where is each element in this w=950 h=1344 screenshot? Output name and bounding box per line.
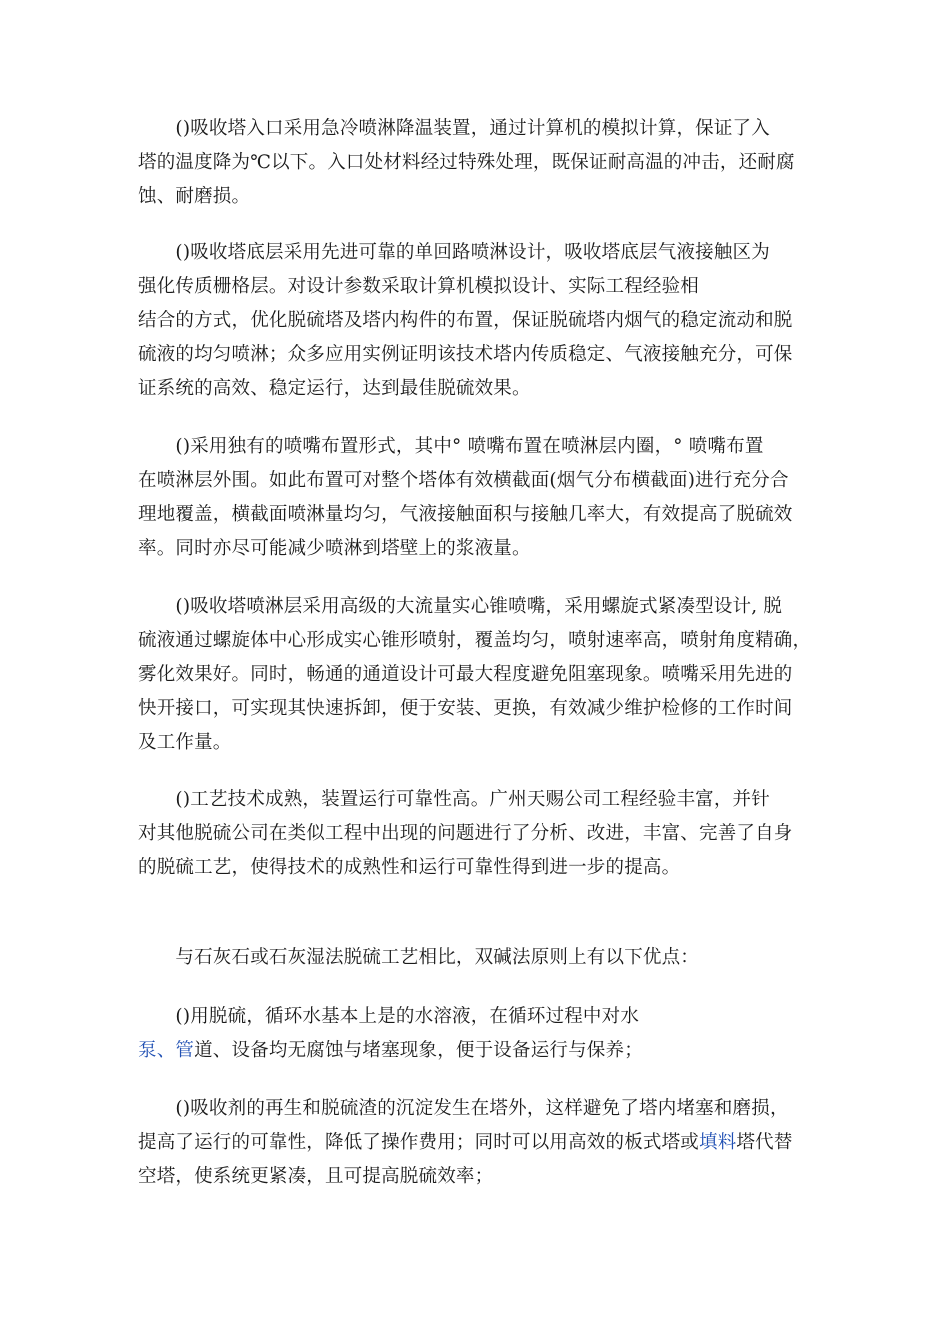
text-line: ()吸收塔底层采用先进可靠的单回路喷淋设计，吸收塔底层气液接触区为 — [138, 242, 770, 263]
paragraph-nozzle-layout — [138, 430, 818, 566]
text-line: ()吸收塔喷淋层采用高级的大流量实心锥喷嘴，采用螺旋式紧凑型设计, 脱 — [138, 596, 783, 617]
link-pipe[interactable]: 管 — [175, 1040, 195, 1061]
text-line: 雾化效果好。同时，畅通的通道设计可最大程度避免阻塞现象。喷嘴采用先进的 — [138, 664, 793, 685]
paragraph-advantage-regeneration — [138, 1092, 818, 1194]
text-line: 及工作量。 — [138, 732, 232, 753]
paragraph-dual-alkali-intro — [138, 941, 818, 975]
text-line: 率。同时亦尽可能减少喷淋到塔壁上的浆液量。 — [138, 538, 531, 559]
text-line: ()吸收剂的再生和脱硫渣的沉淀发生在塔外，这样避免了塔内堵塞和磨损， — [138, 1098, 789, 1119]
text-line: 塔的温度降为℃以下。入口处材料经过特殊处理，既保证耐高温的冲击，还耐腐 — [138, 152, 795, 173]
text-line: 蚀、耐磨损。 — [138, 186, 251, 207]
text-fragment: 道、设备均无腐蚀与堵塞现象，便于设备运行与保养； — [194, 1040, 643, 1061]
text-line: 快开接口，可实现其快速拆卸，便于安装、更换，有效减少维护检修的工作时间 — [138, 698, 793, 719]
paragraph-quench-inlet — [138, 112, 818, 214]
link-pump[interactable]: 泵 — [138, 1040, 157, 1061]
text-line: 结合的方式，优化脱硫塔及塔内构件的布置，保证脱硫塔内烟气的稳定流动和脱 — [138, 310, 793, 331]
text-line — [138, 1126, 818, 1160]
link-packing[interactable]: 填料 — [699, 1132, 737, 1153]
text-line: 与石灰石或石灰湿法脱硫工艺相比，双碱法原则上有以下优点： — [138, 947, 700, 968]
text-line: ()用脱硫，循环水基本上是的水溶液，在循环过程中对水 — [138, 1006, 640, 1027]
text-line: ()采用独有的喷嘴布置形式，其中° 喷嘴布置在喷淋层内圈，° 喷嘴布置 — [138, 436, 764, 457]
link-separator: 、 — [156, 1040, 176, 1061]
text-fragment: 塔代替 — [736, 1132, 793, 1153]
text-fragment: 提高了运行的可靠性，降低了操作费用；同时可以用高效的板式塔或 — [138, 1132, 700, 1153]
text-line: 理地覆盖，横截面喷淋量均匀，气液接触面积与接触几率大，有效提高了脱硫效 — [138, 504, 793, 525]
paragraph-process-maturity — [138, 783, 818, 885]
text-line: 的脱硫工艺，使得技术的成熟性和运行可靠性得到进一步的提高。 — [138, 857, 681, 878]
text-line: 硫液通过螺旋体中心形成实心锥形喷射，覆盖均匀，喷射速率高，喷射角度精确， — [138, 630, 812, 651]
text-line: 空塔，使系统更紧凑，且可提高脱硫效率； — [138, 1166, 494, 1187]
paragraph-spray-design — [138, 236, 818, 406]
text-line: ()吸收塔入口采用急冷喷淋降温装置，通过计算机的模拟计算，保证了入 — [138, 118, 770, 139]
text-line: 强化传质栅格层。对设计参数采取计算机模拟设计、实际工程经验相 — [138, 276, 700, 297]
text-line: 对其他脱硫公司在类似工程中出现的问题进行了分析、改进，丰富、完善了自身 — [138, 823, 793, 844]
paragraph-advantage-scaling — [138, 1000, 818, 1068]
text-line: 证系统的高效、稳定运行，达到最佳脱硫效果。 — [138, 378, 531, 399]
text-line: 在喷淋层外围。如此布置可对整个塔体有效横截面(烟气分布横截面)进行充分合 — [138, 470, 789, 491]
text-line: 硫液的均匀喷淋；众多应用实例证明该技术塔内传质稳定、气液接触充分，可保 — [138, 344, 793, 365]
paragraph-spiral-nozzle — [138, 590, 818, 760]
text-line — [138, 1034, 818, 1068]
text-line: ()工艺技术成熟，装置运行可靠性高。广州天赐公司工程经验丰富，并针 — [138, 789, 770, 810]
